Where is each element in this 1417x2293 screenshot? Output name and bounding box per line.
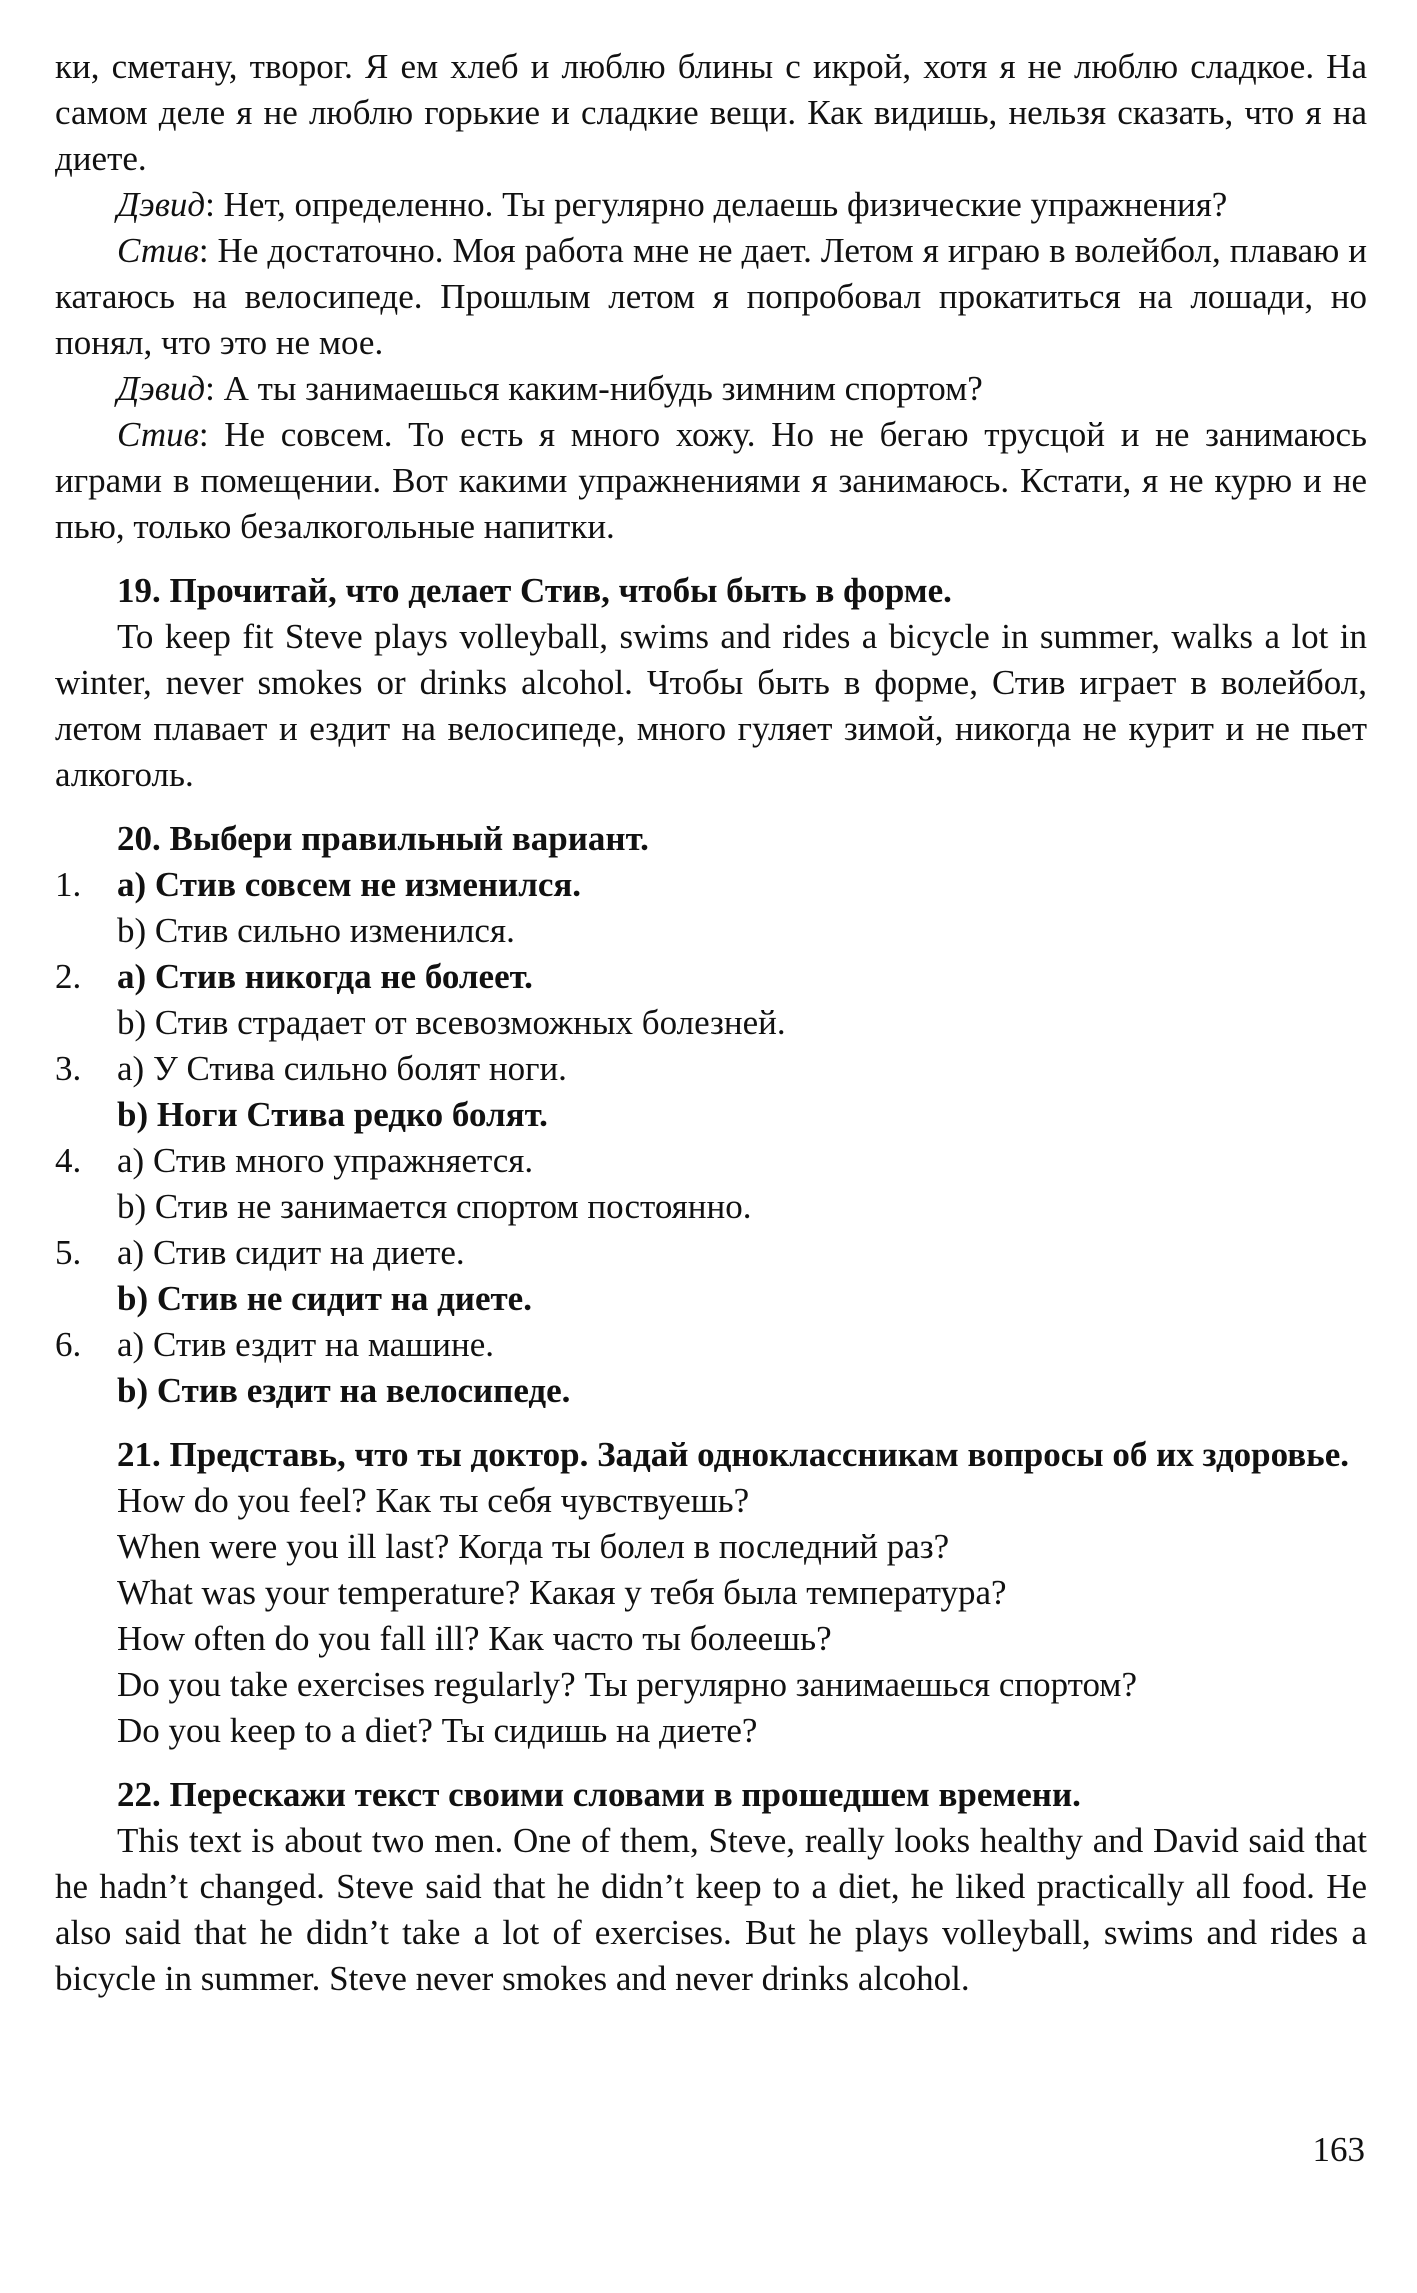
speaker-name: Стив xyxy=(117,415,199,454)
list-item xyxy=(55,954,1367,1000)
dialogue-text: : А ты занимаешься каким-нибудь зимним спортом? xyxy=(205,369,983,408)
exercise-19-title: 19. Прочитай, что делает Стив, чтобы быть в форме. xyxy=(117,571,952,610)
exercise-21-questions xyxy=(55,1478,1367,1754)
dialogue-paragraph: ки, сметану, творог. Я ем хлеб и люблю блины с икрой, хотя я не люблю сладкое. На самом деле я не люблю горькие и сладкие вещи. Как видишь, нельзя сказать, что я на диете. xyxy=(55,47,1367,178)
question-line: Do you keep to a diet? Ты сидишь на диете? xyxy=(117,1711,758,1750)
item-number: 1. xyxy=(55,865,82,904)
list-item xyxy=(55,1138,1367,1184)
list-item xyxy=(55,1322,1367,1368)
exercise-19-text: To keep fit Steve plays volleyball, swims and rides a bicycle in summer, walks a lot in winter, never smokes or drinks alcohol. Чтобы быть в форме, Стив играет в волейбол, летом плавает и ездит на велосипеде, много гуляет зимой, никогда не курит и не пьет алкоголь. xyxy=(55,617,1367,794)
exercise-22-text: This text is about two men. One of them, Steve, really looks healthy and David said that he hadn’t changed. Steve said that he didn’t keep to a diet, he liked practically all food. He also said that he didn’t take a lot of exercises. But he plays volleyball, swims and rides a bicycle in summer. Steve never smokes and never drinks alcohol. xyxy=(55,1821,1367,1998)
page-content xyxy=(55,44,1367,2002)
exercise-20-title: 20. Выбери правильный вариант. xyxy=(117,819,649,858)
dialogue-paragraph xyxy=(55,228,1367,366)
option-a: a) У Стива сильно болят ноги. xyxy=(117,1049,567,1088)
dialogue-text: : Не совсем. То есть я много хожу. Но не бегаю трусцой и не занимаюсь играми в помещении. Вот какими упражнениями я занимаюсь. Кстати, я не курю и не пью, только безалкогольные напитки. xyxy=(55,415,1367,546)
item-number: 3. xyxy=(55,1049,82,1088)
option-b: b) Стив страдает от всевозможных болезней. xyxy=(117,1003,786,1042)
option-a: a) Стив совсем не изменился. xyxy=(117,865,582,904)
dialogue-paragraph xyxy=(55,412,1367,550)
dialogue-text: : Нет, определенно. Ты регулярно делаешь физические упражнения? xyxy=(205,185,1228,224)
option-a: a) Стив никогда не болеет. xyxy=(117,957,533,996)
speaker-name: Дэвид xyxy=(117,369,206,408)
item-number: 5. xyxy=(55,1233,82,1272)
question-line: How do you feel? Как ты себя чувствуешь? xyxy=(117,1481,750,1520)
dialogue-text: : Не достаточно. Моя работа мне не дает. Летом я играю в волейбол, плаваю и катаюсь на велосипеде. Прошлым летом я попробовал прокатиться на лошади, но понял, что это не мое. xyxy=(55,231,1367,362)
speaker-name: Дэвид xyxy=(117,185,206,224)
exercise-20-list xyxy=(55,862,1367,1414)
option-a: a) Стив много упражняется. xyxy=(117,1141,534,1180)
list-item xyxy=(55,1230,1367,1276)
list-item xyxy=(55,862,1367,908)
question-line: How often do you fall ill? Как часто ты болеешь? xyxy=(117,1619,832,1658)
list-item xyxy=(55,1046,1367,1092)
option-b: b) Ноги Стива редко болят. xyxy=(117,1095,548,1134)
question-line: What was your temperature? Какая у тебя была температура? xyxy=(117,1573,1007,1612)
option-b: b) Стив ездит на велосипеде. xyxy=(117,1371,571,1410)
speaker-name: Стив xyxy=(117,231,199,270)
option-b: b) Стив сильно изменился. xyxy=(117,911,515,950)
page-number: 163 xyxy=(1312,2130,1365,2169)
option-b: b) Стив не сидит на диете. xyxy=(117,1279,532,1318)
option-a: a) Стив ездит на машине. xyxy=(117,1325,495,1364)
dialogue-paragraph xyxy=(55,366,1367,412)
question-line: When were you ill last? Когда ты болел в последний раз? xyxy=(117,1527,950,1566)
item-number: 6. xyxy=(55,1325,82,1364)
exercise-21-title: 21. Представь, что ты доктор. Задай одноклассникам вопросы об их здоровье. xyxy=(117,1435,1349,1474)
question-line: Do you take exercises regularly? Ты регулярно занимаешься спортом? xyxy=(117,1665,1137,1704)
dialogue-paragraph xyxy=(55,182,1367,228)
option-a: a) Стив сидит на диете. xyxy=(117,1233,465,1272)
option-b: b) Стив не занимается спортом постоянно. xyxy=(117,1187,752,1226)
exercise-22-title: 22. Перескажи текст своими словами в прошедшем времени. xyxy=(117,1775,1081,1814)
item-number: 4. xyxy=(55,1141,82,1180)
item-number: 2. xyxy=(55,957,82,996)
